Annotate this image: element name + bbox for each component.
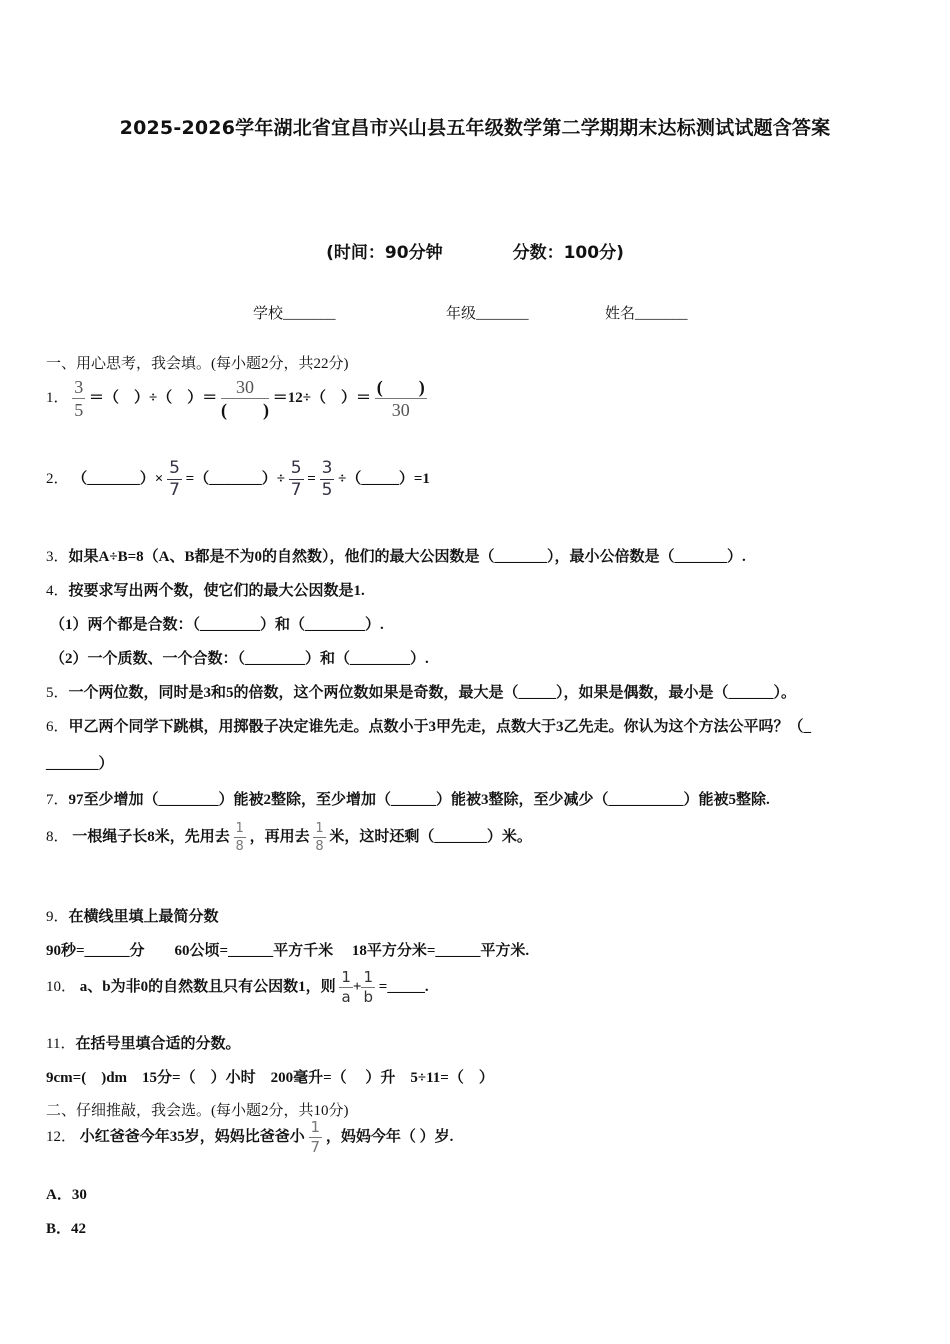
question-number: 12． [46, 1128, 77, 1145]
fraction-30-blank: $\frac{30}{( )}$ [221, 377, 269, 420]
question-text: ，妈妈今年（ ）岁. [325, 1128, 454, 1145]
fraction-1-a: $\frac{1}{a}$ [341, 968, 351, 1006]
section-2-heading: 二、仔细推敲，我会选。(每小题2分，共10分) [46, 1103, 349, 1119]
option-b: B．42 [46, 1221, 87, 1237]
question-4-part-1: （1）两个都是合数：（________）和（________）. [50, 617, 384, 633]
question-number: 2． [46, 470, 69, 487]
fraction-5-7: $\frac{5}{7}$ [290, 458, 302, 500]
question-text: =（_______）÷ [185, 470, 285, 487]
question-3 [46, 545, 746, 566]
exam-score: 分数：100分) [512, 243, 624, 263]
question-text: 在横线里填上最简分数 [68, 909, 219, 925]
question-text: ＝（ ）÷（ ）＝ [89, 389, 218, 406]
fraction-1-8: $\frac{1}{8}$ [235, 821, 244, 854]
option-a: A．30 [46, 1187, 87, 1203]
question-4-part-2: （2）一个质数、一个合数：（________）和（________）. [50, 651, 429, 667]
question-text: 在括号里填合适的分数。 [75, 1036, 241, 1052]
question-number: 3． [46, 549, 69, 565]
question-6 [46, 715, 811, 736]
question-text: 97至少增加（________）能被2整除，至少增加（______）能被3整除，至少减少（__________）能被5整除. [68, 792, 770, 808]
question-text: ＝12÷（ ）＝ [272, 389, 371, 406]
question-9-items: 90秒=______分 60公顷=______平方千米 18平方分米=______平方米. [46, 943, 530, 959]
question-number: 11． [46, 1036, 76, 1052]
question-number: 5． [46, 685, 69, 701]
fraction-1-7: $\frac{1}{7}$ [310, 1118, 321, 1156]
question-text: 小红爸爸今年35岁，妈妈比爸爸小 [79, 1128, 305, 1145]
question-12 [46, 1120, 453, 1155]
question-number: 6． [46, 719, 69, 735]
question-text: 一根绳子长8米，先用去 [72, 828, 230, 845]
question-text: 米，这时还剩（_______）米。 [329, 828, 532, 845]
question-4 [46, 579, 365, 600]
question-number: 9． [46, 909, 69, 925]
question-text: ÷（_____）=1 [338, 470, 430, 487]
question-text: 甲乙两个同学下跳棋，用掷骰子决定谁先走。点数小于3甲先走，点数大于3乙先走。你认为这个方法公平吗？（_ [68, 719, 812, 735]
question-text: 如果A÷B=8（A、B都是不为0的自然数），他们的最大公因数是（_______），最小公倍数是（_______）. [68, 549, 746, 565]
question-text: 一个两位数，同时是3和5的倍数，这个两位数如果是奇数，最大是（_____），如果是偶数，最小是（______）。 [68, 685, 797, 701]
question-number: 10． [46, 978, 77, 995]
question-text: = [307, 470, 316, 487]
question-text: 按要求写出两个数，使它们的最大公因数是1. [68, 583, 365, 599]
question-9 [46, 905, 219, 926]
question-11 [46, 1032, 240, 1053]
question-number: 8． [46, 828, 69, 845]
fraction-5-7: $\frac{5}{7}$ [169, 458, 180, 500]
question-11-items: 9cm=( )dm 15分=（ ）小时 200毫升=（ ）升 5÷11=（ ） [46, 1070, 494, 1086]
exam-time: (时间：90分钟 [326, 243, 443, 263]
fraction-3-5: $\frac{3}{5}$ [74, 377, 84, 420]
question-7 [46, 788, 770, 809]
plus-sign: + [352, 978, 362, 995]
question-6-continued: _______） [46, 756, 114, 772]
school-field: 学校_______ [253, 306, 336, 322]
document-title: 2025-2026学年湖北省宜昌市兴山县五年级数学第二学期期末达标测试试题含答案 [119, 117, 831, 139]
question-text: （_______）× [72, 470, 164, 487]
fraction-1-b: $\frac{1}{b}$ [363, 968, 374, 1006]
question-text: ，再用去 [249, 828, 310, 845]
section-1-heading: 一、用心思考，我会填。(每小题2分，共22分) [46, 356, 349, 372]
question-number: 1． [46, 389, 69, 406]
fraction-blank-30: $\frac{( )}{30}$ [376, 377, 425, 420]
question-number: 7． [46, 792, 69, 808]
fraction-3-5: $\frac{3}{5}$ [321, 458, 333, 500]
exam-info [0, 238, 950, 263]
question-1 [46, 378, 427, 419]
question-2 [46, 460, 430, 499]
question-8 [46, 822, 532, 853]
grade-field: 年级_______ [446, 306, 529, 322]
question-text: =_____. [378, 978, 429, 995]
question-10 [46, 970, 429, 1005]
question-text: a、b为非0的自然数且只有公因数1，则 [79, 978, 336, 995]
fraction-1-8: $\frac{1}{8}$ [315, 821, 324, 854]
question-number: 4． [46, 583, 69, 599]
question-5 [46, 681, 796, 702]
name-field: 姓名_______ [605, 306, 688, 322]
